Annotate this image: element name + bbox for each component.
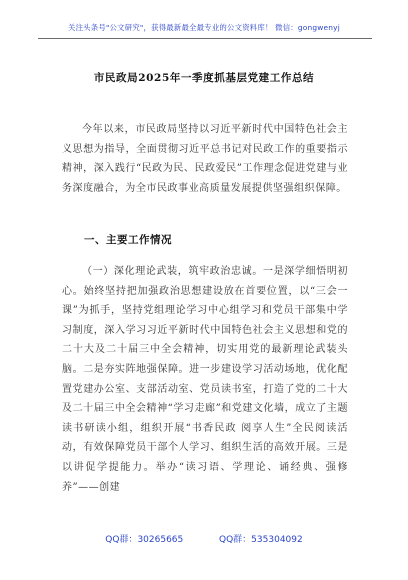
qq-group-1: QQ群：30265665 — [105, 535, 184, 545]
body-paragraph: （一）深化理论武装，筑牢政治忠诚。一是深学细悟明初心。始终坚持把加强政治思想建设放在首要位置，以“三会一课”为抓手，坚持党组理论学习中心组学习和党员干部集中学习制度，深入学习习近平新时代中国特色社会主义思想和党的二十大及二十届三中全会精神，切实用党的最新理论武装头脑。二是夯实阵地强保障。进一步建设学习活动场地，优化配置党建办公室、支部活动室、党员读书室，打造了党的二十大及二十届三中全会精神“学习走廊”和党建文化墙，成立了主题读书研读小组，组织开展“书香民政 阅享人生”全民阅读活动，有效保障党员干部个人学习、组织生活的高效开展。三是以讲促学提能力。举办“读习语、学理论、诵经典、强修养”——创建 — [62, 266, 348, 493]
footer-contact — [0, 532, 408, 545]
header-banner: 关注头条号"公文研究"，获得最新最全最专业的公文资料库！ 微信：gongwenyj — [68, 23, 340, 32]
qq-group-2: QQ群：535304092 — [219, 535, 303, 545]
header-divider — [38, 38, 372, 39]
intro-paragraph: 今年以来，市民政局坚持以习近平新时代中国特色社会主义思想为指导，全面贯彻习近平总书记对民政工作的重要指示精神，深入践行“民政为民、民政爱民”工作理念促进党建与业务深度融合，为全市民政事业高质量发展提供坚强组织保障。 — [62, 124, 348, 194]
section-heading: 一、主要工作情况 — [84, 234, 172, 246]
document-title: 市民政局2025年一季度抓基层党建工作总结 — [93, 72, 315, 84]
